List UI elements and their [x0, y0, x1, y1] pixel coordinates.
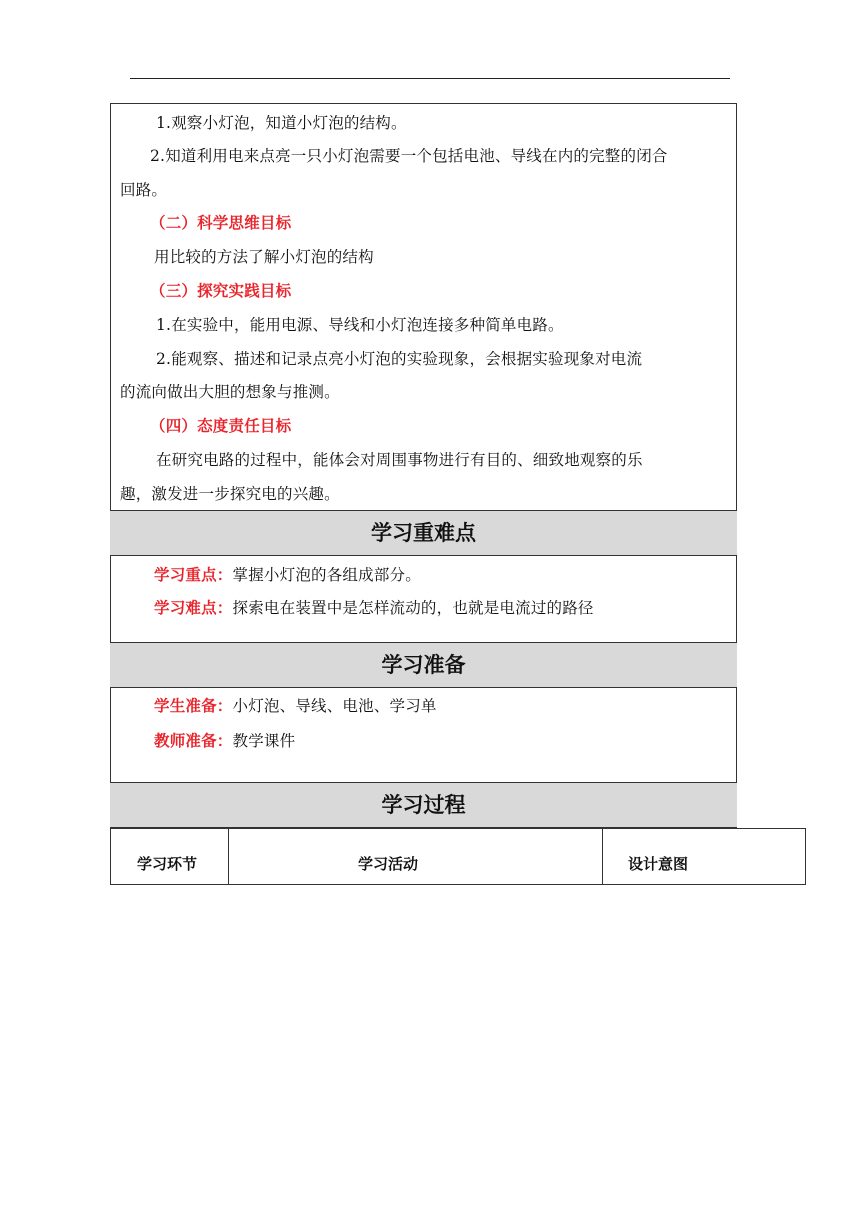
- student-prep-row: [154, 695, 437, 717]
- key-points-title: 学习重难点: [110, 510, 737, 556]
- process-col-stage: [111, 829, 228, 884]
- thinking-heading: （二）科学思维目标: [150, 214, 292, 232]
- preparation-title: 学习准备: [110, 642, 737, 688]
- process-col-intent: [603, 829, 805, 884]
- process-table: [110, 828, 806, 885]
- student-prep-text: 小灯泡、导线、电池、学习单: [232, 697, 437, 715]
- focus-text: 掌握小灯泡的各组成部分。: [232, 566, 421, 584]
- difficulty-text: 探索电在装置中是怎样流动的，也就是电流过的路径: [232, 599, 594, 617]
- teacher-prep-text: 教学课件: [232, 732, 296, 750]
- practice-line-2b: 的流向做出大胆的想象与推测。: [120, 383, 340, 401]
- focus-row: [154, 564, 421, 586]
- objective-line-1: 1.观察小灯泡，知道小灯泡的结构。: [156, 114, 407, 132]
- header-rule: [130, 78, 730, 79]
- attitude-line-a: 在研究电路的过程中，能体会对周围事物进行有目的、细致地观察的乐: [156, 451, 643, 469]
- process-col-intent-label: 设计意图: [628, 855, 689, 873]
- process-col-stage-label: 学习环节: [137, 855, 198, 873]
- difficulty-label: 学习难点：: [154, 599, 233, 617]
- thinking-text: 用比较的方法了解小灯泡的结构: [154, 248, 374, 266]
- practice-line-1: 1.在实验中，能用电源、导线和小灯泡连接多种简单电路。: [156, 316, 564, 334]
- process-title: 学习过程: [110, 782, 737, 828]
- attitude-line-b: 趣，激发进一步探究电的兴趣。: [120, 485, 340, 503]
- focus-label: 学习重点：: [154, 566, 233, 584]
- attitude-heading: （四）态度责任目标: [150, 417, 292, 435]
- difficulty-row: [154, 597, 594, 619]
- teacher-prep-row: [154, 730, 295, 752]
- objective-line-2a: 2.知道利用电来点亮一只小灯泡需要一个包括电池、导线在内的完整的闭合: [150, 147, 668, 165]
- process-col-activity: [229, 829, 602, 884]
- teacher-prep-label: 教师准备：: [154, 732, 233, 750]
- student-prep-label: 学生准备：: [154, 697, 233, 715]
- practice-line-2a: 2.能观察、描述和记录点亮小灯泡的实验现象，会根据实验现象对电流: [156, 350, 643, 368]
- objective-line-2b: 回路。: [120, 181, 168, 199]
- process-col-activity-label: 学习活动: [358, 855, 419, 873]
- practice-heading: （三）探究实践目标: [150, 282, 292, 300]
